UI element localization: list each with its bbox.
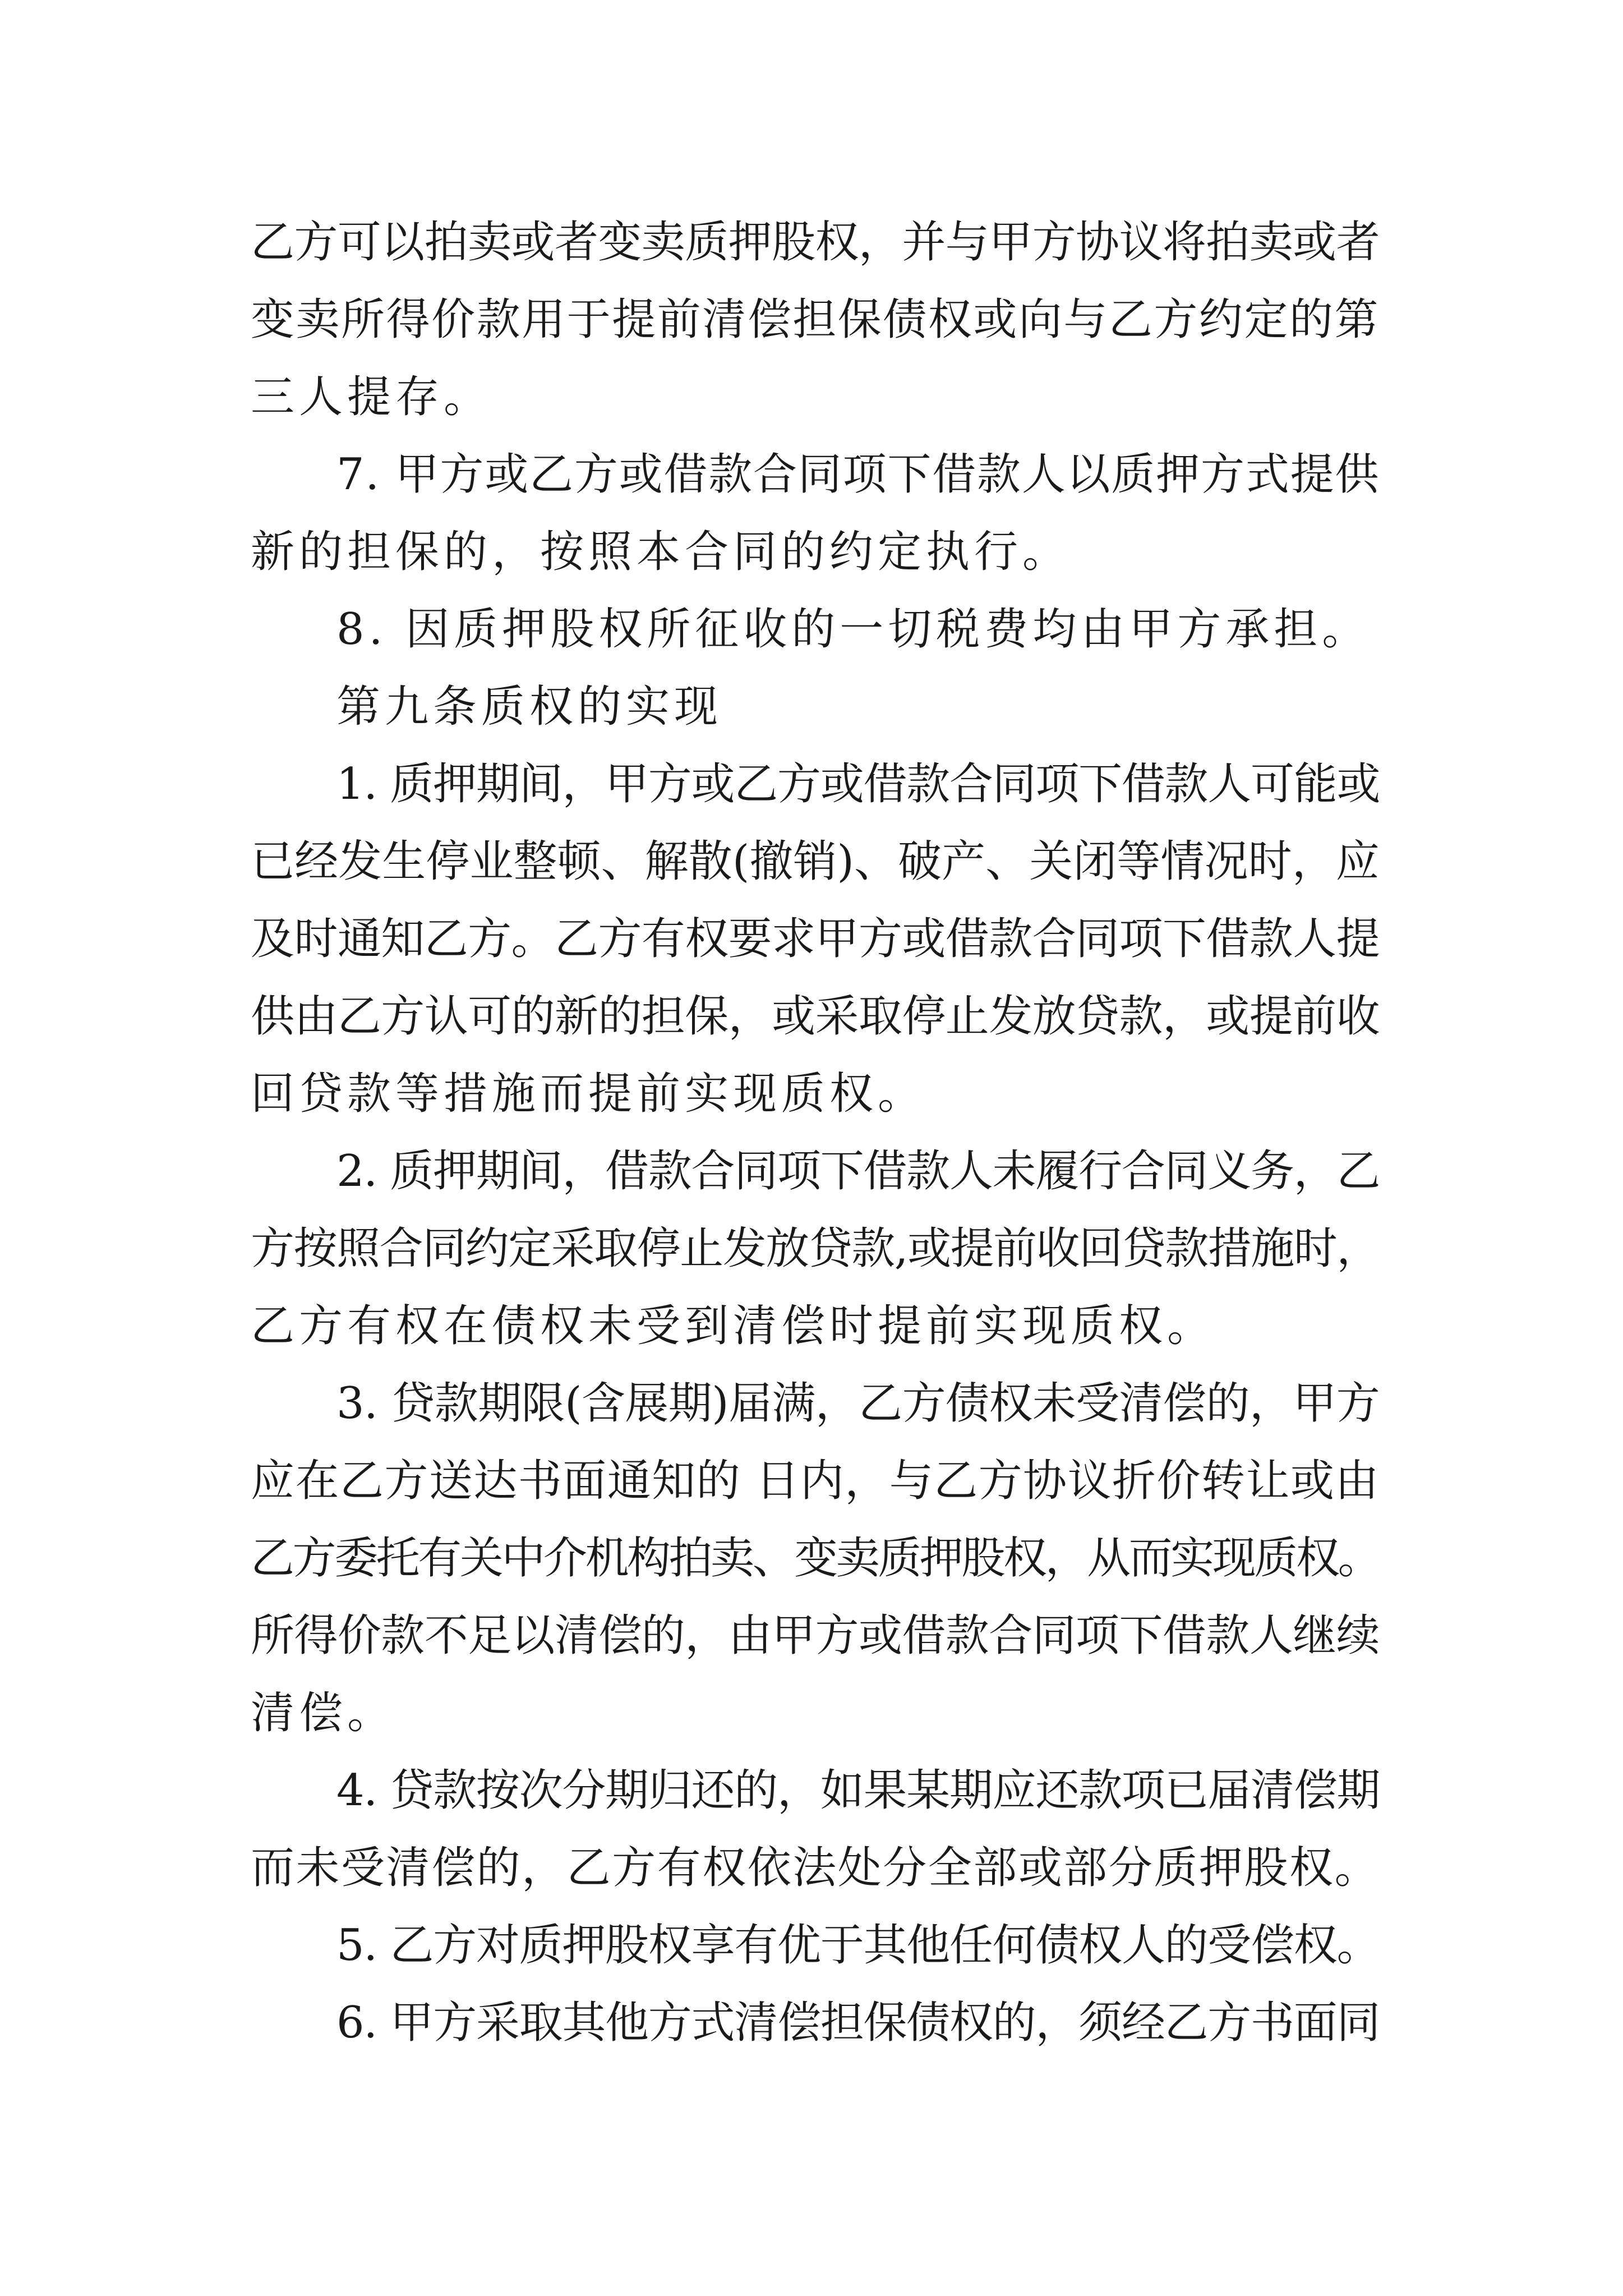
text-line: 变卖所得价款用于提前清偿担保债权或向与乙方约定的第 <box>251 295 1380 345</box>
text-line: 供由乙方认可的新的担保，或采取停止发放贷款，或提前收 <box>251 991 1380 1042</box>
text-line: 及时通知乙方。乙方有权要求甲方或借款合同项下借款人提 <box>251 914 1380 964</box>
text-line: 新的担保的，按照本合同的约定执行。 <box>251 527 1071 577</box>
text-line: 方按照合同约定采取停止发放贷款,或提前收回贷款措施时， <box>251 1223 1380 1274</box>
text-line: 乙方委托有关中介机构拍卖、变卖质押股权，从而实现质权。 <box>251 1533 1380 1584</box>
text-line: 7. 甲方或乙方或借款合同项下借款人以质押方式提供 <box>336 449 1380 500</box>
text-line: 三人提存。 <box>251 372 492 422</box>
text-line: 应在乙方送达书面通知的 日内，与乙方协议折价转让或由 <box>251 1456 1380 1506</box>
text-line: 而未受清偿的，乙方有权依法处分全部或部分质押股权。 <box>251 1843 1380 1893</box>
text-line: 5. 乙方对质押股权享有优于其他任何债权人的受偿权。 <box>336 1920 1380 1971</box>
text-line: 1. 质押期间，甲方或乙方或借款合同项下借款人可能或 <box>336 759 1380 809</box>
text-line: 6. 甲方采取其他方式清偿担保债权的，须经乙方书面同 <box>336 1998 1380 2048</box>
text-line: 8. 因质押股权所征收的一切税费均由甲方承担。 <box>336 604 1371 655</box>
section-heading: 第九条质权的实现 <box>336 682 723 732</box>
text-line: 已经发生停业整顿、解散(撤销)、破产、关闭等情况时，应 <box>251 836 1380 887</box>
text-line: 所得价款不足以清偿的，由甲方或借款合同项下借款人继续 <box>251 1611 1380 1661</box>
text-line: 乙方可以拍卖或者变卖质押股权，并与甲方协议将拍卖或者 <box>251 217 1380 268</box>
text-line: 4. 贷款按次分期归还的，如果某期应还款项已届清偿期 <box>336 1765 1380 1816</box>
text-line: 2. 质押期间，借款合同项下借款人未履行合同义务，乙 <box>336 1146 1380 1197</box>
text-line: 3. 贷款期限(含展期)届满，乙方债权未受清偿的，甲方 <box>336 1378 1380 1429</box>
text-line: 乙方有权在债权未受到清偿时提前实现质权。 <box>251 1301 1216 1351</box>
text-line: 清偿。 <box>251 1688 396 1738</box>
text-line: 回贷款等措施而提前实现质权。 <box>251 1069 926 1119</box>
